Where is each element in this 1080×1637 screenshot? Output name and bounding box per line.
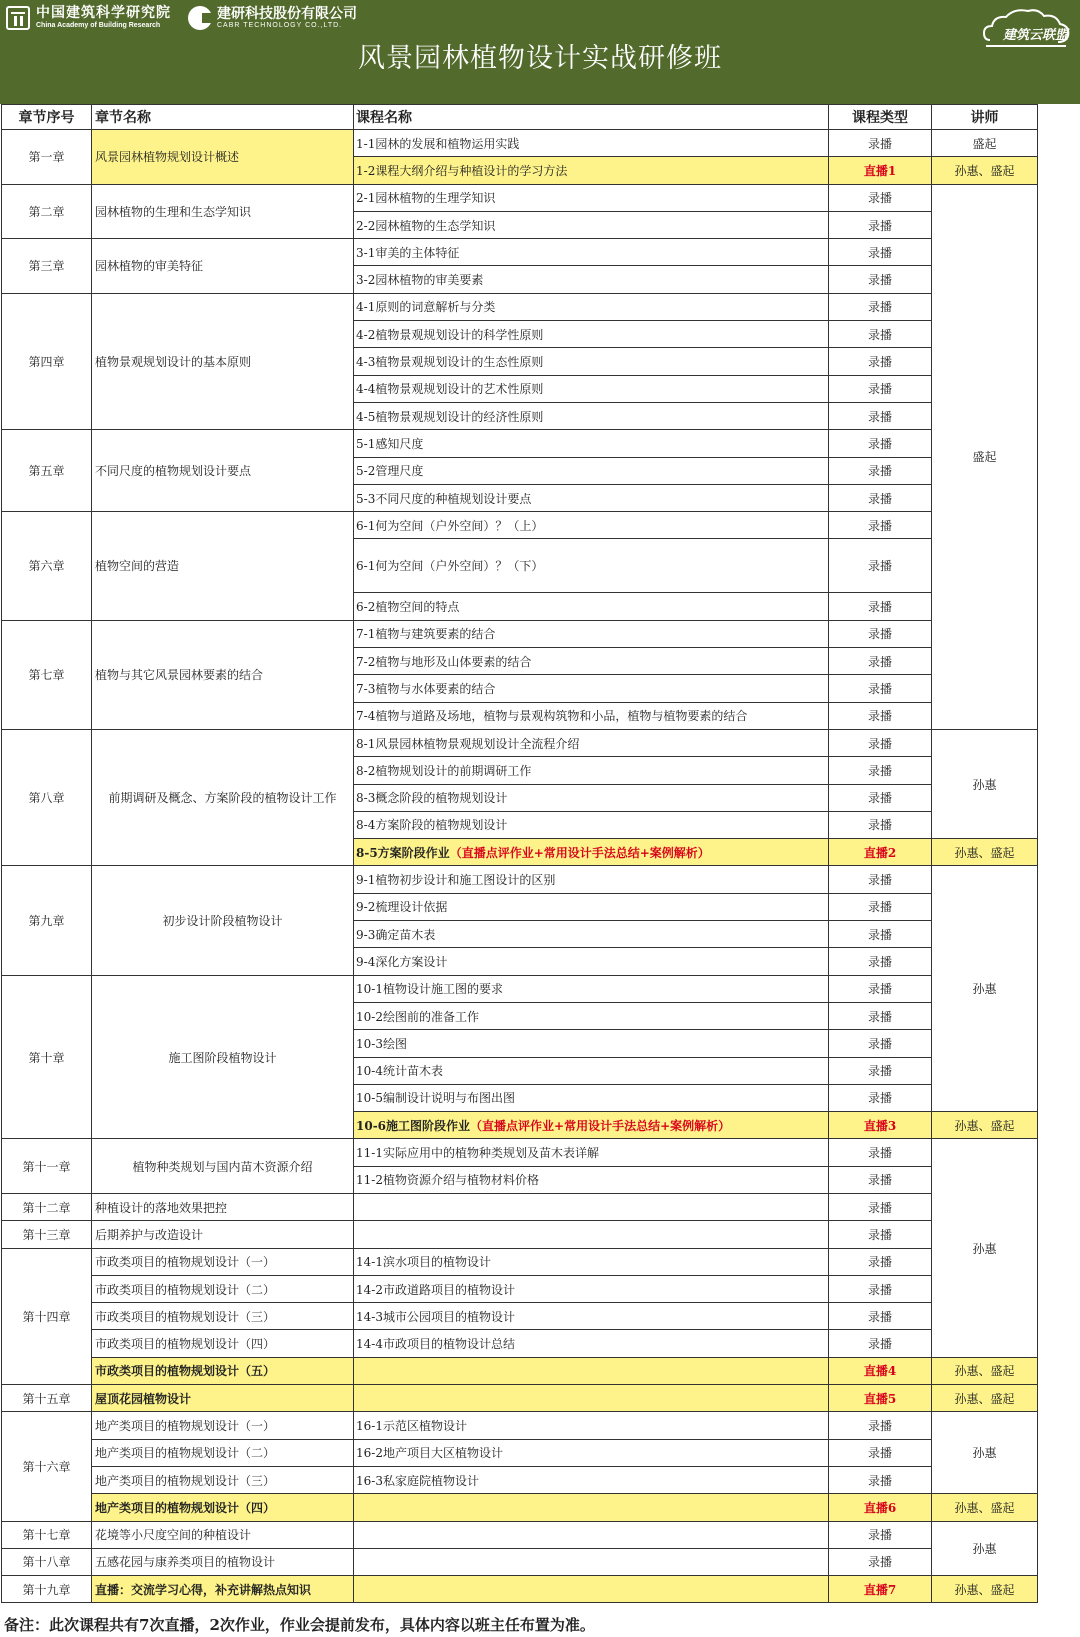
course-type-cell: 录播 bbox=[829, 784, 932, 811]
chapter-name-cell: 市政类项目的植物规划设计（一） bbox=[92, 1248, 354, 1275]
chapter-name-cell: 园林植物的审美特征 bbox=[92, 239, 354, 294]
table-row bbox=[2, 1439, 1038, 1466]
chapter-name-cell: 直播：交流学习心得，补充讲解热点知识 bbox=[92, 1576, 354, 1603]
chapter-name-cell: 后期养护与改造设计 bbox=[92, 1221, 354, 1248]
table-row bbox=[2, 1576, 1038, 1603]
course-type-cell: 录播 bbox=[829, 1030, 932, 1057]
course-type-cell: 录播 bbox=[829, 893, 932, 920]
course-type-cell: 直播2 bbox=[829, 839, 932, 866]
lecturer-cell: 孙惠、盛起 bbox=[932, 1494, 1038, 1521]
lecturer-cell: 孙惠、盛起 bbox=[932, 1112, 1038, 1139]
chapter-number-cell: 第十六章 bbox=[2, 1412, 92, 1521]
c-logo-icon bbox=[188, 6, 212, 30]
course-type-cell: 录播 bbox=[829, 1548, 932, 1575]
course-name-cell: 14-3城市公园项目的植物设计 bbox=[354, 1303, 829, 1330]
chapter-name-cell: 种植设计的落地效果把控 bbox=[92, 1193, 354, 1220]
course-name-cell: 7-4植物与道路及场地，植物与景观构筑物和小品，植物与植物要素的结合 bbox=[354, 702, 829, 729]
lecturer-cell: 孙惠 bbox=[932, 1139, 1038, 1357]
course-name-cell: 10-5编制设计说明与布图出图 bbox=[354, 1084, 829, 1111]
course-type-cell: 录播 bbox=[829, 1303, 932, 1330]
course-type-cell: 录播 bbox=[829, 539, 932, 593]
chapter-number-cell: 第八章 bbox=[2, 729, 92, 865]
course-type-cell: 录播 bbox=[829, 375, 932, 402]
chapter-number-cell: 第五章 bbox=[2, 430, 92, 512]
course-type-cell: 录播 bbox=[829, 1275, 932, 1302]
chapter-number-cell: 第十章 bbox=[2, 975, 92, 1139]
course-name-cell: 6-1何为空间（户外空间）？（上） bbox=[354, 512, 829, 539]
chapter-number-cell: 第四章 bbox=[2, 293, 92, 429]
course-name-cell: 10-2绘图前的准备工作 bbox=[354, 1002, 829, 1029]
table-row bbox=[2, 1221, 1038, 1248]
course-type-cell: 录播 bbox=[829, 266, 932, 293]
chapter-name-cell: 植物与其它风景园林要素的结合 bbox=[92, 620, 354, 729]
course-type-cell: 录播 bbox=[829, 184, 932, 211]
chapter-name-cell: 市政类项目的植物规划设计（二） bbox=[92, 1275, 354, 1302]
course-name-cell bbox=[354, 1112, 829, 1139]
table-row bbox=[2, 130, 1038, 157]
course-name-cell: 10-1植物设计施工图的要求 bbox=[354, 975, 829, 1002]
course-type-cell: 录播 bbox=[829, 593, 932, 620]
course-type-cell: 直播6 bbox=[829, 1494, 932, 1521]
course-type-cell: 录播 bbox=[829, 921, 932, 948]
course-type-cell: 直播5 bbox=[829, 1385, 932, 1412]
course-type-cell: 录播 bbox=[829, 348, 932, 375]
org1-name-en: China Academy of Building Research bbox=[36, 22, 161, 29]
chapter-name-cell: 地产类项目的植物规划设计（三） bbox=[92, 1466, 354, 1493]
col-header-lecturer: 讲师 bbox=[932, 105, 1038, 130]
course-name-cell: 16-2地产项目大区植物设计 bbox=[354, 1439, 829, 1466]
course-type-cell: 录播 bbox=[829, 648, 932, 675]
course-name-cell: 9-3确定苗木表 bbox=[354, 921, 829, 948]
course-type-cell: 录播 bbox=[829, 430, 932, 457]
chapter-name-cell: 园林植物的生理和生态学知识 bbox=[92, 184, 354, 239]
lecturer-cell: 孙惠、盛起 bbox=[932, 839, 1038, 866]
chapter-name-cell: 植物空间的营造 bbox=[92, 512, 354, 621]
course-type-cell: 直播4 bbox=[829, 1357, 932, 1384]
course-type-cell: 录播 bbox=[829, 866, 932, 893]
course-name-cell: 4-4植物景观规划设计的艺术性原则 bbox=[354, 375, 829, 402]
course-name-cell: 2-2园林植物的生态学知识 bbox=[354, 211, 829, 238]
table-row bbox=[2, 1548, 1038, 1575]
table-header-row bbox=[2, 105, 1038, 130]
course-name-cell: 7-1植物与建筑要素的结合 bbox=[354, 620, 829, 647]
table-row bbox=[2, 1521, 1038, 1548]
chapter-number-cell: 第十一章 bbox=[2, 1139, 92, 1194]
table-row bbox=[2, 1494, 1038, 1521]
org2-name-en: CABR TECHNOLOGY CO.,LTD. bbox=[217, 22, 343, 29]
chapter-number-cell: 第十三章 bbox=[2, 1221, 92, 1248]
chapter-number-cell: 第十七章 bbox=[2, 1521, 92, 1548]
table-row bbox=[2, 1330, 1038, 1357]
course-type-cell: 录播 bbox=[829, 484, 932, 511]
course-type-cell: 直播1 bbox=[829, 157, 932, 184]
course-type-cell: 录播 bbox=[829, 702, 932, 729]
course-type-cell: 录播 bbox=[829, 1439, 932, 1466]
course-name-cell: 6-2植物空间的特点 bbox=[354, 593, 829, 620]
course-type-cell: 录播 bbox=[829, 620, 932, 647]
course-name-cell: 9-4深化方案设计 bbox=[354, 948, 829, 975]
table-row bbox=[2, 866, 1038, 893]
course-name-cell: 4-5植物景观规划设计的经济性原则 bbox=[354, 402, 829, 429]
table-row bbox=[2, 293, 1038, 320]
course-name-cell bbox=[354, 1576, 829, 1603]
table-row bbox=[2, 1275, 1038, 1302]
chapter-number-cell: 第二章 bbox=[2, 184, 92, 239]
chapter-number-cell: 第十四章 bbox=[2, 1248, 92, 1384]
course-type-cell: 录播 bbox=[829, 1221, 932, 1248]
chapter-number-cell: 第三章 bbox=[2, 239, 92, 294]
course-name-cell: 3-1审美的主体特征 bbox=[354, 239, 829, 266]
course-name-cell: 4-1原则的词意解析与分类 bbox=[354, 293, 829, 320]
course-name-cell bbox=[354, 1357, 829, 1384]
homework-note: （直播点评作业+常用设计手法总结+案例解析） bbox=[470, 1118, 731, 1133]
course-name-cell: 8-2植物规划设计的前期调研工作 bbox=[354, 757, 829, 784]
course-name-cell bbox=[354, 1521, 829, 1548]
table-row bbox=[2, 1248, 1038, 1275]
org1-name-cn: 中国建筑科学研究院 bbox=[36, 5, 171, 21]
course-type-cell: 录播 bbox=[829, 1057, 932, 1084]
course-name-cell: 14-4市政项目的植物设计总结 bbox=[354, 1330, 829, 1357]
table-row bbox=[2, 1466, 1038, 1493]
course-name-cell: 4-2植物景观规划设计的科学性原则 bbox=[354, 321, 829, 348]
course-name-cell: 8-1风景园林植物景观规划设计全流程介绍 bbox=[354, 729, 829, 756]
course-name-cell: 14-2市政道路项目的植物设计 bbox=[354, 1275, 829, 1302]
lecturer-cell: 盛起 bbox=[932, 184, 1038, 729]
chapter-number-cell: 第七章 bbox=[2, 620, 92, 729]
footnote: 备注：此次课程共有7次直播，2次作业，作业会提前发布，具体内容以班主任布置为准。 bbox=[4, 1616, 595, 1634]
chapter-name-cell: 地产类项目的植物规划设计（一） bbox=[92, 1412, 354, 1439]
table-row bbox=[2, 1412, 1038, 1439]
lecturer-cell: 孙惠、盛起 bbox=[932, 1385, 1038, 1412]
course-name-cell: 8-4方案阶段的植物规划设计 bbox=[354, 811, 829, 838]
lecturer-cell: 孙惠 bbox=[932, 1412, 1038, 1494]
chapter-name-cell: 市政类项目的植物规划设计（三） bbox=[92, 1303, 354, 1330]
chapter-number-cell: 第十九章 bbox=[2, 1576, 92, 1603]
course-name-cell: 5-1感知尺度 bbox=[354, 430, 829, 457]
course-type-cell: 录播 bbox=[829, 1139, 932, 1166]
chapter-name-cell: 施工图阶段植物设计 bbox=[92, 975, 354, 1139]
course-type-cell: 录播 bbox=[829, 1002, 932, 1029]
org2-name-cn: 建研科技股份有限公司 bbox=[217, 5, 357, 21]
course-name-cell: 10-3绘图 bbox=[354, 1030, 829, 1057]
course-type-cell: 录播 bbox=[829, 1248, 932, 1275]
course-type-cell: 录播 bbox=[829, 1166, 932, 1193]
table-row bbox=[2, 512, 1038, 539]
table-row bbox=[2, 1357, 1038, 1384]
chapter-name-cell: 地产类项目的植物规划设计（二） bbox=[92, 1439, 354, 1466]
course-name-cell: 5-3不同尺度的种植规划设计要点 bbox=[354, 484, 829, 511]
course-name-cell: 1-2课程大纲介绍与种植设计的学习方法 bbox=[354, 157, 829, 184]
homework-title: 10-6施工图阶段作业 bbox=[356, 1118, 471, 1133]
course-type-cell: 录播 bbox=[829, 293, 932, 320]
lecturer-cell: 孙惠 bbox=[932, 866, 1038, 1112]
chapter-name-cell: 不同尺度的植物规划设计要点 bbox=[92, 430, 354, 512]
course-type-cell: 录播 bbox=[829, 1466, 932, 1493]
course-name-cell: 2-1园林植物的生理学知识 bbox=[354, 184, 829, 211]
course-type-cell: 录播 bbox=[829, 975, 932, 1002]
course-name-cell: 7-3植物与水体要素的结合 bbox=[354, 675, 829, 702]
lecturer-cell: 孙惠、盛起 bbox=[932, 1357, 1038, 1384]
building-logo-icon bbox=[6, 6, 30, 30]
chapter-name-cell: 市政类项目的植物规划设计（四） bbox=[92, 1330, 354, 1357]
course-type-cell: 录播 bbox=[829, 757, 932, 784]
course-type-cell: 直播7 bbox=[829, 1576, 932, 1603]
course-type-cell: 录播 bbox=[829, 211, 932, 238]
course-type-cell: 录播 bbox=[829, 402, 932, 429]
course-name-cell bbox=[354, 839, 829, 866]
course-name-cell bbox=[354, 1548, 829, 1575]
course-type-cell: 直播3 bbox=[829, 1112, 932, 1139]
chapter-name-cell: 前期调研及概念、方案阶段的植物设计工作 bbox=[92, 729, 354, 865]
chapter-name-cell: 植物种类规划与国内苗木资源介绍 bbox=[92, 1139, 354, 1194]
chapter-number-cell: 第一章 bbox=[2, 130, 92, 185]
course-type-cell: 录播 bbox=[829, 729, 932, 756]
chapter-name-cell: 地产类项目的植物规划设计（四） bbox=[92, 1494, 354, 1521]
homework-title: 8-5方案阶段作业 bbox=[356, 845, 450, 860]
chapter-name-cell: 植物景观规划设计的基本原则 bbox=[92, 293, 354, 429]
course-name-cell: 16-3私家庭院植物设计 bbox=[354, 1466, 829, 1493]
course-name-cell bbox=[354, 1494, 829, 1521]
course-name-cell: 9-1植物初步设计和施工图设计的区别 bbox=[354, 866, 829, 893]
homework-note: （直播点评作业+常用设计手法总结+案例解析） bbox=[449, 845, 710, 860]
course-type-cell: 录播 bbox=[829, 675, 932, 702]
col-header-chapter-no: 章节序号 bbox=[2, 105, 92, 130]
col-header-chapter-name: 章节名称 bbox=[92, 105, 354, 130]
chapter-name-cell: 五感花园与康养类项目的植物设计 bbox=[92, 1548, 354, 1575]
course-name-cell: 3-2园林植物的审美要素 bbox=[354, 266, 829, 293]
chapter-number-cell: 第十八章 bbox=[2, 1548, 92, 1575]
course-type-cell: 录播 bbox=[829, 1084, 932, 1111]
lecturer-cell: 孙惠、盛起 bbox=[932, 157, 1038, 184]
course-name-cell: 5-2管理尺度 bbox=[354, 457, 829, 484]
lecturer-cell: 孙惠、盛起 bbox=[932, 1576, 1038, 1603]
table-row bbox=[2, 1385, 1038, 1412]
chapter-name-cell: 市政类项目的植物规划设计（五） bbox=[92, 1357, 354, 1384]
course-type-cell: 录播 bbox=[829, 321, 932, 348]
course-name-cell: 14-1滨水项目的植物设计 bbox=[354, 1248, 829, 1275]
course-name-cell bbox=[354, 1193, 829, 1220]
course-type-cell: 录播 bbox=[829, 130, 932, 157]
course-name-cell: 7-2植物与地形及山体要素的结合 bbox=[354, 648, 829, 675]
table-row bbox=[2, 430, 1038, 457]
course-type-cell: 录播 bbox=[829, 1521, 932, 1548]
course-name-cell: 8-3概念阶段的植物规划设计 bbox=[354, 784, 829, 811]
page-title: 风景园林植物设计实战研修班 bbox=[358, 43, 722, 74]
col-header-course-name: 课程名称 bbox=[354, 105, 829, 130]
chapter-name-cell: 屋顶花园植物设计 bbox=[92, 1385, 354, 1412]
chapter-number-cell: 第十二章 bbox=[2, 1193, 92, 1220]
table-row bbox=[2, 1139, 1038, 1166]
course-type-cell: 录播 bbox=[829, 948, 932, 975]
table-row bbox=[2, 729, 1038, 756]
course-name-cell: 16-1示范区植物设计 bbox=[354, 1412, 829, 1439]
course-type-cell: 录播 bbox=[829, 512, 932, 539]
lecturer-cell: 孙惠 bbox=[932, 1521, 1038, 1576]
table-row bbox=[2, 620, 1038, 647]
table-row bbox=[2, 184, 1038, 211]
course-name-cell bbox=[354, 1385, 829, 1412]
table-row bbox=[2, 239, 1038, 266]
lecturer-cell: 孙惠 bbox=[932, 729, 1038, 838]
chapter-number-cell: 第十五章 bbox=[2, 1385, 92, 1412]
course-name-cell: 6-1何为空间（户外空间）？（下） bbox=[354, 539, 829, 593]
chapter-name-cell: 风景园林植物规划设计概述 bbox=[92, 130, 354, 185]
course-type-cell: 录播 bbox=[829, 811, 932, 838]
course-name-cell: 4-3植物景观规划设计的生态性原则 bbox=[354, 348, 829, 375]
course-name-cell: 10-4统计苗木表 bbox=[354, 1057, 829, 1084]
chapter-name-cell: 花境等小尺度空间的种植设计 bbox=[92, 1521, 354, 1548]
course-name-cell: 1-1园林的发展和植物运用实践 bbox=[354, 130, 829, 157]
course-type-cell: 录播 bbox=[829, 239, 932, 266]
course-type-cell: 录播 bbox=[829, 1412, 932, 1439]
course-type-cell: 录播 bbox=[829, 1193, 932, 1220]
lecturer-cell: 盛起 bbox=[932, 130, 1038, 157]
col-header-course-type: 课程类型 bbox=[829, 105, 932, 130]
chapter-number-cell: 第九章 bbox=[2, 866, 92, 975]
course-name-cell: 11-1实际应用中的植物种类规划及苗木表详解 bbox=[354, 1139, 829, 1166]
course-name-cell: 11-2植物资源介绍与植物材料价格 bbox=[354, 1166, 829, 1193]
table-row bbox=[2, 975, 1038, 1002]
course-name-cell: 9-2梳理设计依据 bbox=[354, 893, 829, 920]
course-type-cell: 录播 bbox=[829, 457, 932, 484]
course-table bbox=[1, 104, 1038, 1603]
course-name-cell bbox=[354, 1221, 829, 1248]
brand-text: 建筑云联盟 bbox=[1002, 27, 1068, 42]
chapter-name-cell: 初步设计阶段植物设计 bbox=[92, 866, 354, 975]
page-header bbox=[0, 0, 1080, 104]
table-row bbox=[2, 1193, 1038, 1220]
cabr-tech-logo bbox=[188, 6, 357, 30]
cabr-logo bbox=[6, 6, 171, 30]
table-row bbox=[2, 1303, 1038, 1330]
chapter-number-cell: 第六章 bbox=[2, 512, 92, 621]
course-type-cell: 录播 bbox=[829, 1330, 932, 1357]
